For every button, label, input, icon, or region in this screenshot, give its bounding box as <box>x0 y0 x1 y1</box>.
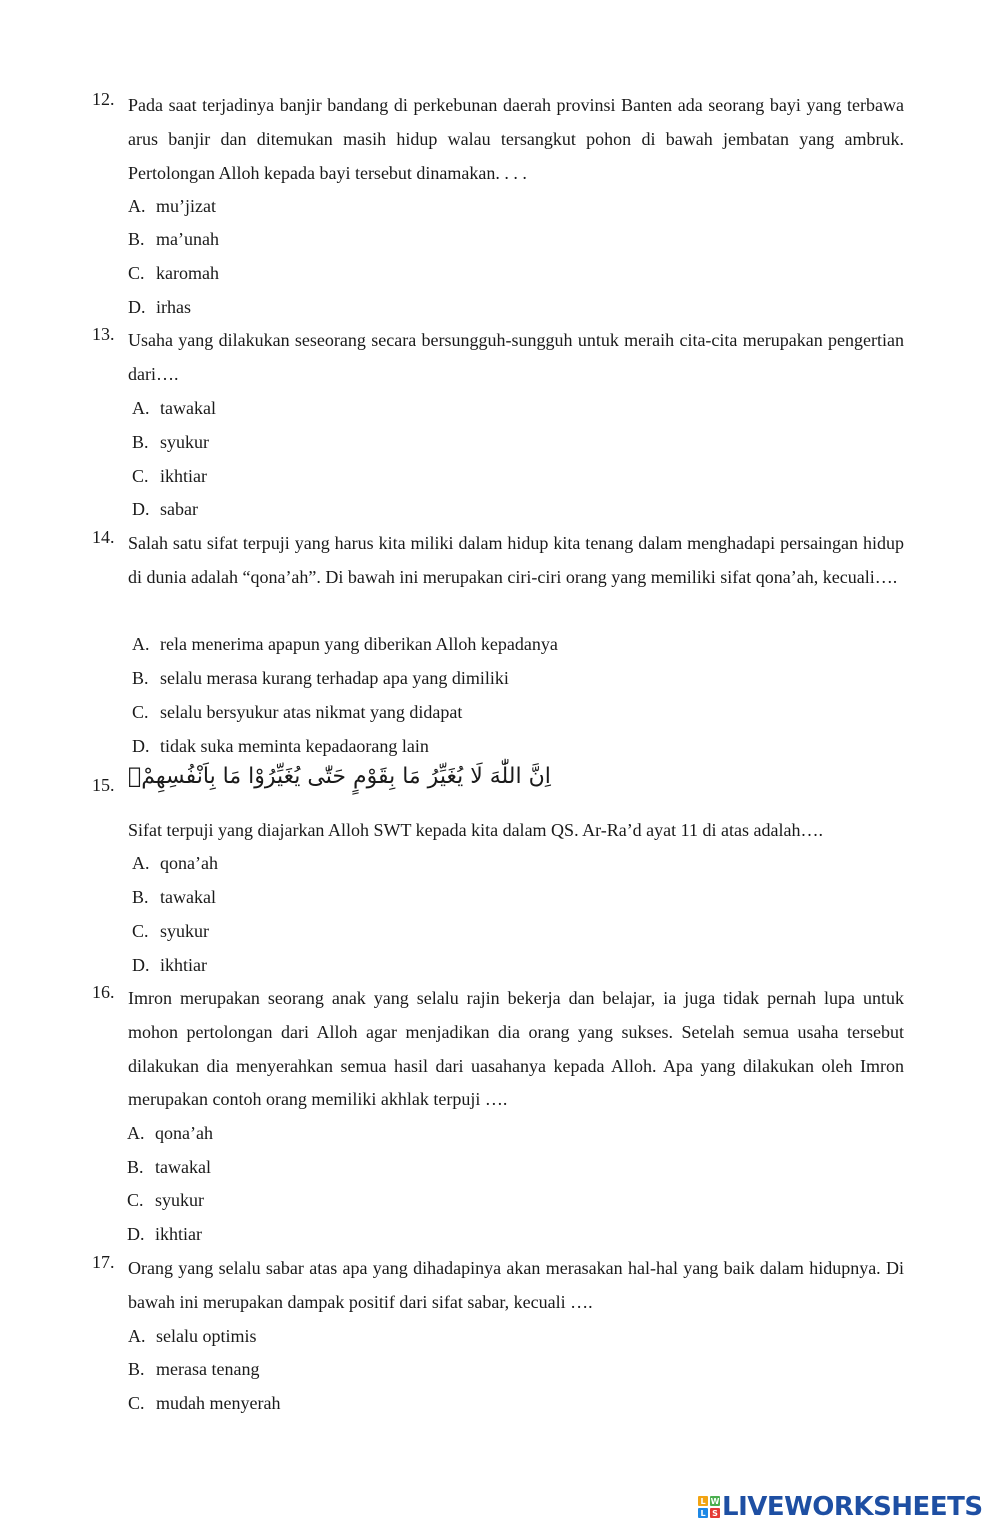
question-12 <box>92 89 904 190</box>
option-15-b[interactable]: B. tawakal <box>132 887 216 907</box>
question-text: Salah satu sifat terpuji yang harus kita miliki dalam hidup kita tenang dalam menghadapi persaingan hidup di dunia adalah “qona’ah”. Di bawah ini merupakan ciri-ciri orang yang memiliki sifat qona’ah, kecuali…. <box>128 533 904 587</box>
question-13 <box>92 324 904 392</box>
option-17-b[interactable]: B. merasa tenang <box>128 1359 260 1379</box>
question-text: Orang yang selalu sabar atas apa yang dihadapinya akan merasakan hal-hal yang baik dalam hidupnya. Di bawah ini merupakan dampak positif dari sifat sabar, kecuali …. <box>128 1258 904 1312</box>
option-12-a[interactable]: A. mu’jizat <box>128 196 216 216</box>
question-number: 12. <box>92 89 115 109</box>
arabic-verse: اِنَّ اللّٰهَ لَا يُغَيِّرُ مَا بِقَوْمٍ حَتّٰى يُغَيِّرُوْا مَا بِاَنْفُسِهِمْۗ <box>128 764 551 789</box>
liveworksheets-logo <box>698 1490 983 1524</box>
option-14-d[interactable]: D. tidak suka meminta kepadaorang lain <box>132 736 429 756</box>
logo-tile: L <box>698 1496 708 1506</box>
option-15-d[interactable]: D. ikhtiar <box>132 955 207 975</box>
option-14-a[interactable]: A. rela menerima apapun yang diberikan Alloh kepadanya <box>132 634 558 654</box>
option-14-b[interactable]: B. selalu merasa kurang terhadap apa yang dimiliki <box>132 668 509 688</box>
question-text: Pada saat terjadinya banjir bandang di perkebunan daerah provinsi Banten ada seorang bayi yang terbawa arus banjir dan ditemukan masih hidup walau tersangkut pohon di bawah jembatan yang ambruk. Pertolongan Alloh kepada bayi tersebut dinamakan. . . . <box>128 95 904 183</box>
question-17 <box>92 1252 904 1320</box>
option-15-a[interactable]: A. qona’ah <box>132 853 218 873</box>
option-13-b[interactable]: B. syukur <box>132 432 209 452</box>
option-17-a[interactable]: A. selalu optimis <box>128 1326 257 1346</box>
question-15-text: Sifat terpuji yang diajarkan Alloh SWT kepada kita dalam QS. Ar-Ra’d ayat 11 di atas adalah…. <box>128 820 823 840</box>
option-12-c[interactable]: C. karomah <box>128 263 219 283</box>
logo-icon <box>698 1496 720 1518</box>
question-number: 13. <box>92 324 115 344</box>
option-12-d[interactable]: D. irhas <box>128 297 191 317</box>
option-15-c[interactable]: C. syukur <box>132 921 209 941</box>
option-13-a[interactable]: A. tawakal <box>132 398 216 418</box>
logo-tile: L <box>698 1508 708 1518</box>
question-text: Usaha yang dilakukan seseorang secara bersungguh-sungguh untuk meraih cita-cita merupakan pengertian dari…. <box>128 330 904 384</box>
question-14 <box>92 527 904 595</box>
option-16-c[interactable]: C. syukur <box>127 1190 204 1210</box>
question-text: Imron merupakan seorang anak yang selalu rajin bekerja dan belajar, ia juga tidak pernah lupa untuk mohon pertolongan dari Alloh agar menjadikan dia orang yang sukses. Setelah semua usaha tersebut dilakukan dia menyerahkan semua hasil dari uasahanya kepada Alloh. Apa yang dilakukan oleh Imron merupakan contoh orang memiliki akhlak terpuji …. <box>128 988 904 1110</box>
question-16 <box>92 982 904 1117</box>
option-17-c[interactable]: C. mudah menyerah <box>128 1393 281 1413</box>
option-16-b[interactable]: B. tawakal <box>127 1157 211 1177</box>
option-16-a[interactable]: A. qona’ah <box>127 1123 213 1143</box>
option-16-d[interactable]: D. ikhtiar <box>127 1224 202 1244</box>
option-13-c[interactable]: C. ikhtiar <box>132 466 207 486</box>
question-number: 16. <box>92 982 115 1002</box>
question-15-number: 15. <box>92 775 115 795</box>
logo-text: LIVEWORKSHEETS <box>722 1492 983 1522</box>
logo-tile: W <box>710 1496 720 1506</box>
logo-tile: S <box>710 1508 720 1518</box>
question-number: 17. <box>92 1252 115 1272</box>
option-13-d[interactable]: D. sabar <box>132 499 198 519</box>
question-number: 14. <box>92 527 115 547</box>
option-12-b[interactable]: B. ma’unah <box>128 229 219 249</box>
option-14-c[interactable]: C. selalu bersyukur atas nikmat yang didapat <box>132 702 463 722</box>
